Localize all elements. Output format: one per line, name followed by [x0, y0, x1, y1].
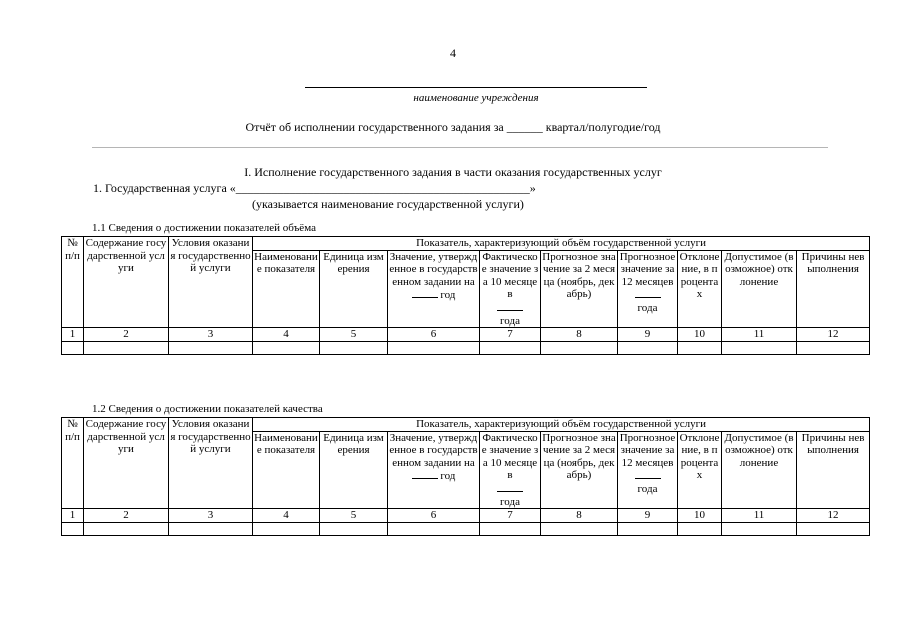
quality-indicators-table	[61, 417, 870, 536]
group-header: Показатель, характеризующий объём государственной услуги	[253, 418, 870, 432]
volume-indicators-table	[61, 236, 870, 355]
col-service-content-header: Содержание государственной услуги	[84, 418, 169, 509]
col-number-header: № п/п	[62, 418, 84, 509]
table-cell[interactable]	[722, 342, 797, 355]
col-indicator-name-header: Наименование показателя	[253, 431, 320, 509]
table-cell[interactable]	[84, 523, 169, 536]
volume-subtitle: 1.1 Сведения о достижении показателей объёма	[92, 222, 316, 234]
col-forecast-2m-header: Прогнозное значение за 2 месяца (ноябрь, декабрь)	[541, 431, 618, 509]
report-title: Отчёт об исполнении государственного задания за ______ квартал/полугодие/год	[245, 120, 661, 134]
table-cell[interactable]	[480, 523, 541, 536]
column-number: 10	[678, 509, 722, 523]
table-cell[interactable]	[169, 342, 253, 355]
column-number: 9	[618, 328, 678, 342]
page-number: 4	[450, 46, 456, 60]
col-actual-value-header: Фактическое значение за 10 месяцев года	[480, 431, 541, 509]
table-cell[interactable]	[541, 523, 618, 536]
col-forecast-12m-header: Прогнозное значение за 12 месяцев года	[618, 250, 678, 328]
col-approved-value-header: Значение, утвержденное в государственном задании на год	[388, 250, 480, 328]
col-service-content-header: Содержание государственной услуги	[84, 237, 169, 328]
column-number: 4	[253, 509, 320, 523]
col-forecast-2m-header: Прогнозное значение за 2 месяца (ноябрь, декабрь)	[541, 250, 618, 328]
col-allowed-deviation-header: Допустимое (возможное) отклонение	[722, 250, 797, 328]
col-allowed-deviation-header: Допустимое (возможное) отклонение	[722, 431, 797, 509]
column-number: 11	[722, 509, 797, 523]
col-actual-value-header: Фактическое значение за 10 месяцев года	[480, 250, 541, 328]
table-cell[interactable]	[618, 523, 678, 536]
column-number: 5	[320, 328, 388, 342]
table-cell[interactable]	[541, 342, 618, 355]
col-reasons-header: Причины невыполнения	[797, 431, 870, 509]
column-number: 11	[722, 328, 797, 342]
column-number: 6	[388, 509, 480, 523]
column-number: 7	[480, 509, 541, 523]
table-cell[interactable]	[678, 342, 722, 355]
table-cell[interactable]	[388, 523, 480, 536]
col-forecast-12m-header: Прогнозное значение за 12 месяцев года	[618, 431, 678, 509]
table-cell[interactable]	[480, 342, 541, 355]
col-indicator-name-header: Наименование показателя	[253, 250, 320, 328]
service-caption: (указывается наименование государственной услуги)	[252, 197, 524, 211]
table-cell[interactable]	[618, 342, 678, 355]
section-title: I. Исполнение государственного задания в части оказания государственных услуг	[244, 165, 662, 179]
table-cell[interactable]	[84, 342, 169, 355]
header-row	[62, 418, 870, 432]
column-number: 6	[388, 328, 480, 342]
column-number: 12	[797, 509, 870, 523]
column-number: 8	[541, 328, 618, 342]
column-number: 7	[480, 328, 541, 342]
table-cell[interactable]	[388, 342, 480, 355]
table-cell[interactable]	[797, 342, 870, 355]
table-cell[interactable]	[253, 523, 320, 536]
column-number: 2	[84, 328, 169, 342]
table-cell[interactable]	[722, 523, 797, 536]
column-number: 2	[84, 509, 169, 523]
table-row	[62, 523, 870, 536]
service-line: 1. Государственная услуга «_________________________________________________»	[93, 181, 536, 195]
column-number: 1	[62, 328, 84, 342]
column-number-row	[62, 328, 870, 342]
institution-caption: наименование учреждения	[413, 92, 539, 104]
column-number: 3	[169, 328, 253, 342]
table-cell[interactable]	[678, 523, 722, 536]
col-reasons-header: Причины невыполнения	[797, 250, 870, 328]
column-number: 12	[797, 328, 870, 342]
table-cell[interactable]	[797, 523, 870, 536]
col-service-conditions-header: Условия оказания государственной услуги	[169, 418, 253, 509]
col-service-conditions-header: Условия оказания государственной услуги	[169, 237, 253, 328]
column-number-row	[62, 509, 870, 523]
header-row	[62, 237, 870, 251]
table-cell[interactable]	[62, 523, 84, 536]
col-deviation-header: Отклонение, в процентах	[678, 250, 722, 328]
group-header: Показатель, характеризующий объём государственной услуги	[253, 237, 870, 251]
column-number: 10	[678, 328, 722, 342]
column-number: 1	[62, 509, 84, 523]
col-deviation-header: Отклонение, в процентах	[678, 431, 722, 509]
column-number: 8	[541, 509, 618, 523]
column-number: 3	[169, 509, 253, 523]
table-cell[interactable]	[320, 523, 388, 536]
column-number: 9	[618, 509, 678, 523]
column-number: 5	[320, 509, 388, 523]
col-number-header: № п/п	[62, 237, 84, 328]
col-unit-header: Единица измерения	[320, 250, 388, 328]
table-cell[interactable]	[169, 523, 253, 536]
institution-name-line	[305, 87, 647, 88]
table-cell[interactable]	[253, 342, 320, 355]
table-row	[62, 342, 870, 355]
col-approved-value-header: Значение, утвержденное в государственном задании на год	[388, 431, 480, 509]
column-number: 4	[253, 328, 320, 342]
col-unit-header: Единица измерения	[320, 431, 388, 509]
quality-subtitle: 1.2 Сведения о достижении показателей качества	[92, 403, 323, 415]
table-cell[interactable]	[320, 342, 388, 355]
title-divider	[92, 147, 828, 148]
table-cell[interactable]	[62, 342, 84, 355]
